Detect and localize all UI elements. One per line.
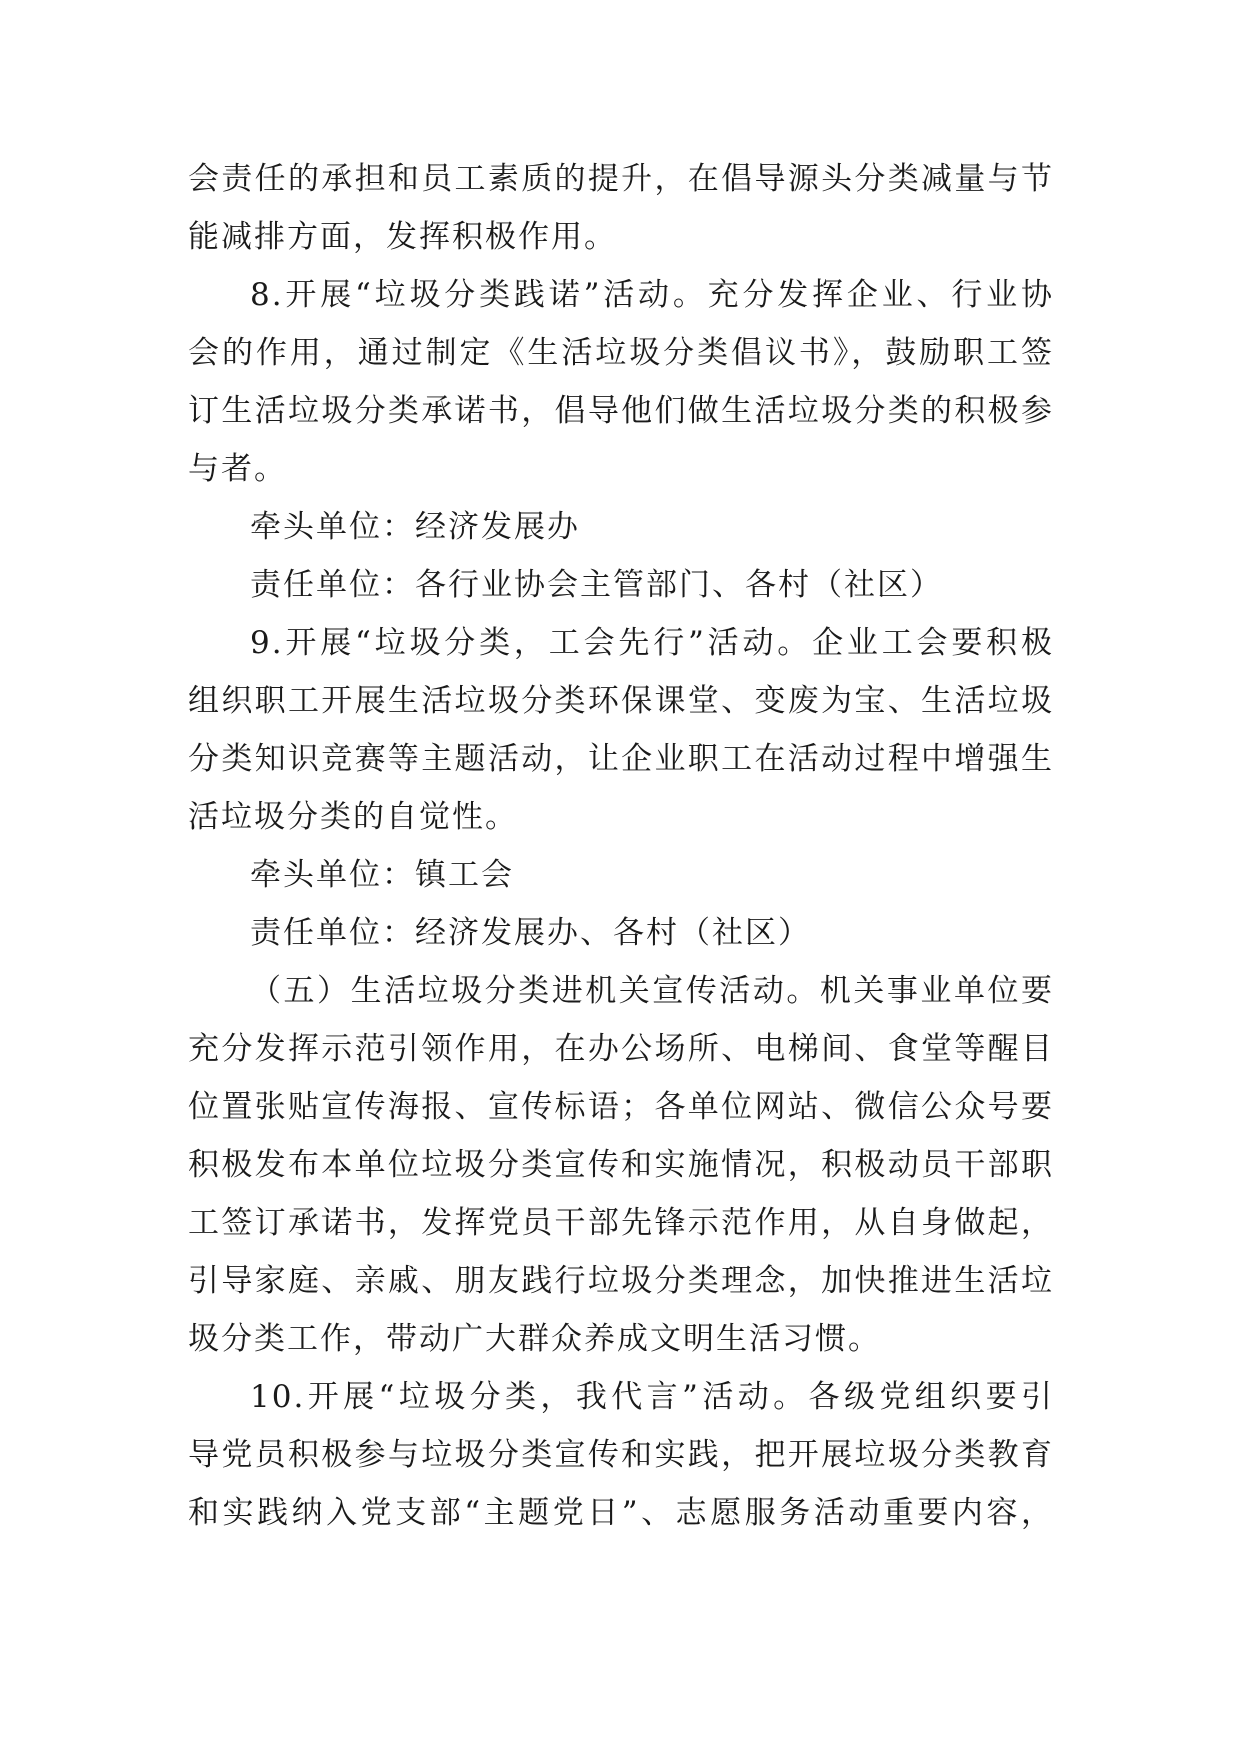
text-line: 能减排方面，发挥积极作用。 (188, 219, 617, 255)
text-line: 圾分类工作，带动广大群众养成文明生活习惯。 (188, 1321, 881, 1357)
text-line: 分类知识竞赛等主题活动，让企业职工在活动过程中增强生 (188, 741, 1054, 777)
text-line: （五）生活垃圾分类进机关宣传活动。机关事业单位要 (250, 973, 1054, 1009)
text-line: 会的作用，通过制定《生活垃圾分类倡议书》，鼓励职工签 (188, 335, 1054, 371)
text-line: 9.开展“垃圾分类，工会先行”活动。企业工会要积极 (250, 625, 1054, 661)
text-line: 引导家庭、亲戚、朋友践行垃圾分类理念，加快推进生活垃 (188, 1263, 1054, 1299)
text-line: 责任单位：各行业协会主管部门、各村（社区） (250, 567, 943, 603)
text-line: 牵头单位：经济发展办 (250, 509, 580, 545)
text-line: 和实践纳入党支部“主题党日”、志愿服务活动重要内容， (188, 1495, 1054, 1531)
text-line: 订生活垃圾分类承诺书，倡导他们做生活垃圾分类的积极参 (188, 393, 1054, 429)
text-line: 8.开展“垃圾分类践诺”活动。充分发挥企业、行业协 (250, 277, 1054, 313)
text-line: 牵头单位：镇工会 (250, 857, 514, 893)
text-line: 位置张贴宣传海报、宣传标语；各单位网站、微信公众号要 (188, 1089, 1054, 1125)
text-line: 导党员积极参与垃圾分类宣传和实践，把开展垃圾分类教育 (188, 1437, 1054, 1473)
text-line: 责任单位：经济发展办、各村（社区） (250, 915, 811, 951)
text-line: 工签订承诺书，发挥党员干部先锋示范作用，从自身做起， (188, 1205, 1054, 1241)
text-line: 积极发布本单位垃圾分类宣传和实施情况，积极动员干部职 (188, 1147, 1054, 1183)
text-line: 组织职工开展生活垃圾分类环保课堂、变废为宝、生活垃圾 (188, 683, 1054, 719)
text-line: 与者。 (188, 451, 287, 487)
text-line: 充分发挥示范引领作用，在办公场所、电梯间、食堂等醒目 (188, 1031, 1054, 1067)
text-line: 活垃圾分类的自觉性。 (188, 799, 518, 835)
text-line: 会责任的承担和员工素质的提升，在倡导源头分类减量与节 (188, 161, 1054, 197)
text-line: 10.开展“垃圾分类，我代言”活动。各级党组织要引 (250, 1379, 1054, 1415)
